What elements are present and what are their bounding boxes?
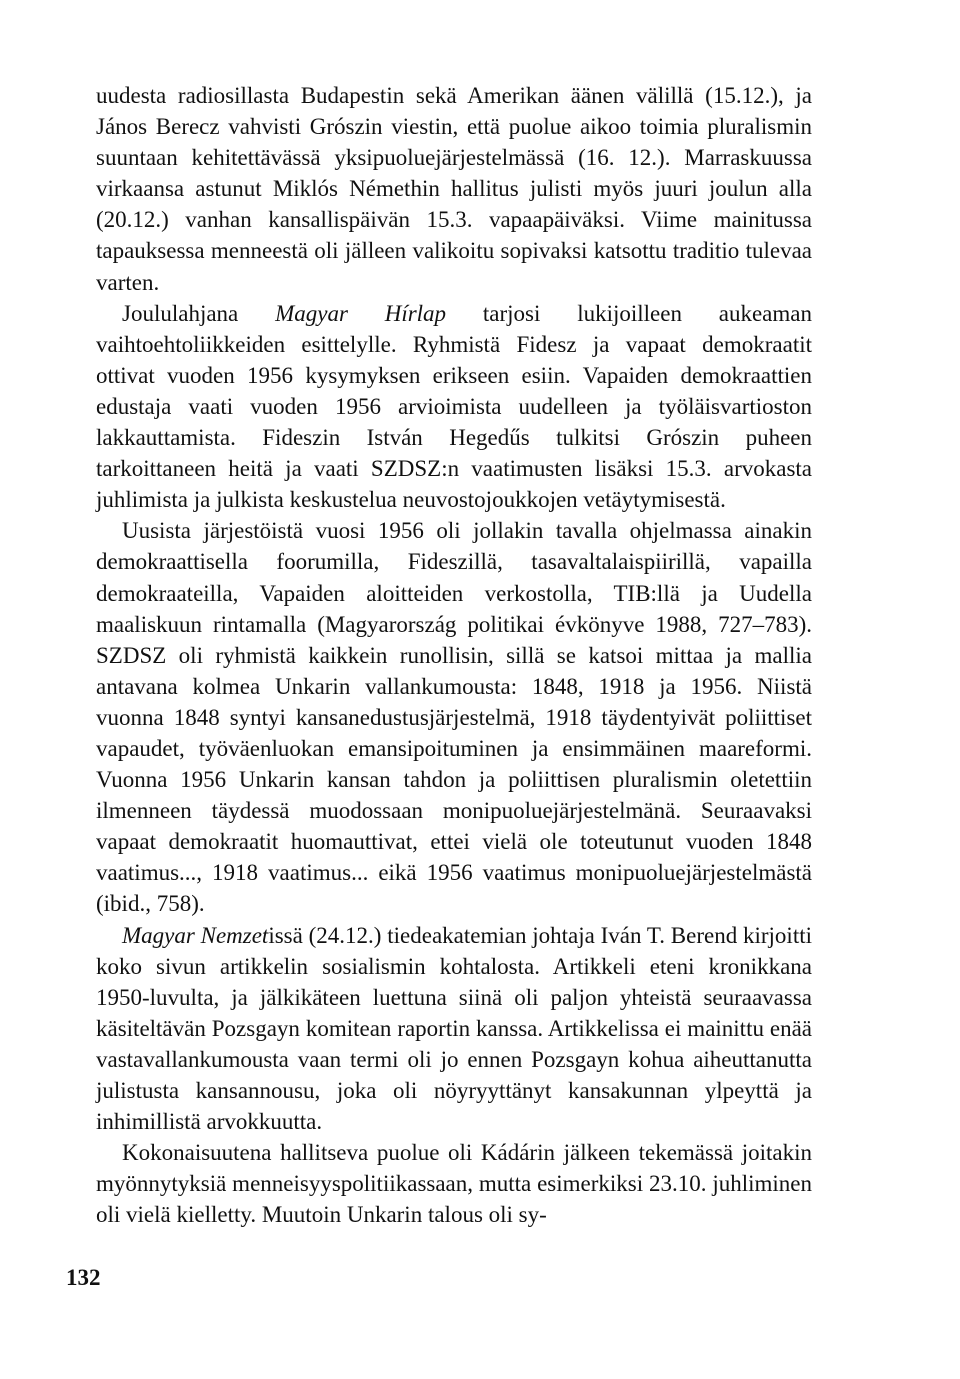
- page-number: 132: [66, 1265, 101, 1290]
- text-run: Kokonaisuutena hallitseva puolue oli Kádárin jälkeen tekemässä joitakin myönnytyksiä menneisyyspolitiikassaan, mutta esimerkiksi 23.10. juhliminen oli vielä kielletty. Muutoin Unkarin talous oli sy-: [96, 1140, 812, 1228]
- text-run: Joululahjana: [122, 300, 276, 326]
- italic-title-run: Magyar Nemzet: [122, 922, 269, 948]
- text-run: tarjosi lukijoilleen aukeaman vaihtoehtoliikkeiden esittelylle. Ryhmistä Fidesz ja vapaat demokraatit ottivat vuoden 1956 kysymyksen erikseen esiin. Vapaiden demokraattien edustaja vaati vuoden 1956 arvioimista uudelleen ja työläisvartioston lakkauttamista. Fideszin István Hegedűs tulkitsi Grószin puheen tarkoittaneen heitä ja vaati SZDSZ:n vaatimusten lisäksi 15.3. arvokasta juhlimista ja julkista keskustelua neuvostojoukkojen vetäytymisestä.: [96, 300, 812, 513]
- body-text: [96, 80, 812, 1230]
- paragraph-1: [96, 80, 812, 298]
- paragraph-5: [96, 1137, 812, 1230]
- text-run: Uusista järjestöistä vuosi 1956 oli jollakin tavalla ohjelmassa ainakin demokraattisella foorumilla, Fideszillä, tasavaltalaispiirillä, vapailla demokraateilla, Vapaiden aloitteiden verkostolla, TIB:llä ja Uudella maaliskuun rintamalla (Magyarország politikai évkönyve 1988, 727–783). SZDSZ oli ryhmistä kaikkein runollisin, sillä se katsoi mittaa ja mallia antavana kolmea Unkarin vallankumousta: 1848, 1918 ja 1956. Niistä vuonna 1848 syntyi kansanedustusjärjestelmä, 1918 täydentyivät poliittiset vapaudet, työväenluokan emansipoituminen ja ensimmäinen maareformi. Vuonna 1956 Unkarin kansan tahdon ja poliittisen pluralismin oletettiin ilmenneen täydessä muodossaan monipuoluejärjestelmänä. Seuraavaksi vapaat demokraatit huomauttivat, ettei vielä ole toteutunut vuoden 1848 vaatimus..., 1918 vaatimus... eikä 1956 vaatimus monipuoluejärjestelmästä (ibid., 758).: [96, 518, 812, 917]
- text-run: issä (24.12.) tiedeakatemian johtaja Iván T. Berend kirjoitti koko sivun artikkelin sosialismin kohtalosta. Artikkeli eteni kronikkana 1950-luvulta, ja jälkikäteen luettuna siinä oli paljon yhteistä seuraavassa käsiteltävän Pozsgayn komitean raportin kanssa. Artikkelissa ei mainittu enää vastavallankumousta vaan termi oli jo ennen Pozsgayn kohua aiheuttanutta julistusta kansannousu, joka oli nöyryyttänyt kansakunnan ylpeyttä ja inhimillistä arvokkuutta.: [96, 922, 812, 1135]
- paragraph-4: [96, 920, 812, 1138]
- italic-title-run: Magyar Hírlap: [275, 300, 447, 326]
- text-run: uudesta radiosillasta Budapestin sekä Amerikan äänen välillä (15.12.), ja János Berecz vahvisti Grószin viestin, että puolue aikoo toimia pluralismin suuntaan kehitettävässä yksipuoluejärjestelmässä (16. 12.). Marraskuussa virkaansa astunut Miklós Némethin hallitus julisti myös juuri joulun alla (20.12.) vanhan kansallispäivän 15.3. vapaapäiväksi. Viime mainitussa tapauksessa menneestä oli jälleen valikoitu sopivaksi katsottu traditio tulevaa varten.: [96, 83, 812, 295]
- paragraph-2: [96, 298, 812, 516]
- paragraph-3: [96, 515, 812, 919]
